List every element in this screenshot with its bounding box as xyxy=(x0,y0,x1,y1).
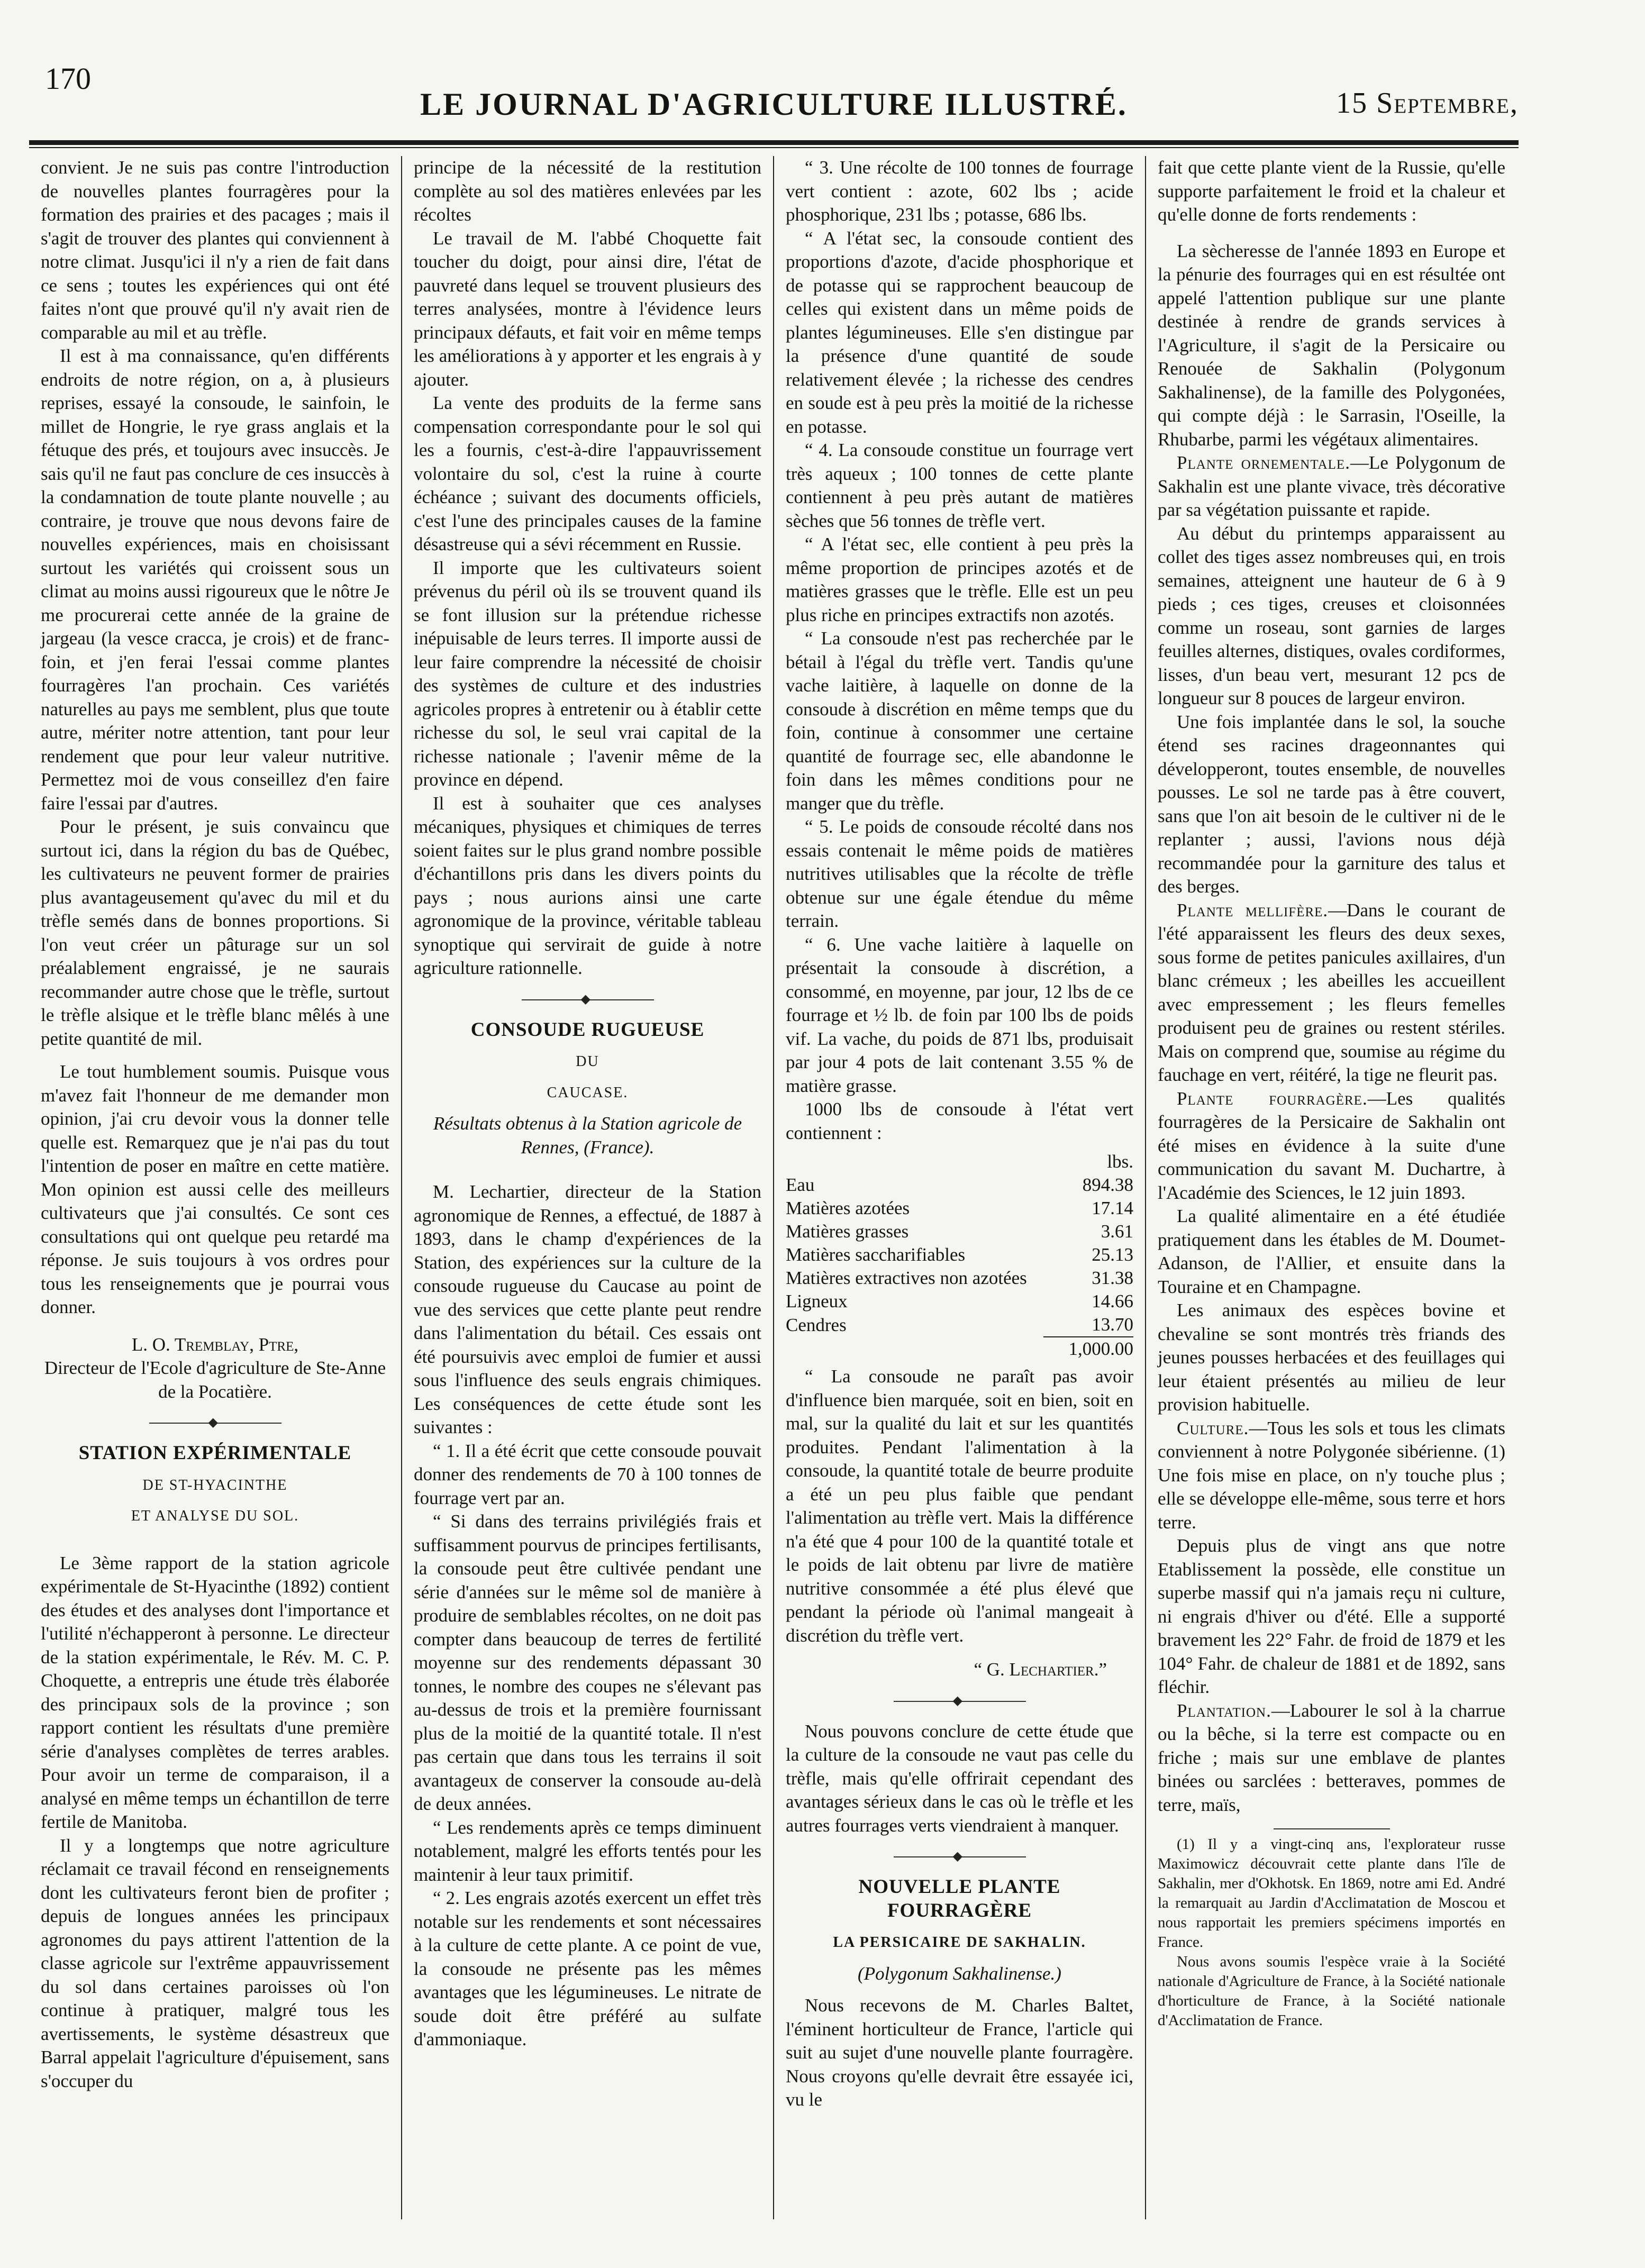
section-subtitle: DE ST-HYACINTHE xyxy=(142,1477,288,1493)
paragraph: La qualité alimentaire en a été étudiée pratiquement dans les étables de M. Doumet-Adanson, de l'Allier, et ensuite dans la Touraine et en Champagne. xyxy=(1158,1206,1505,1297)
table-cell-value: 3.61 xyxy=(1101,1221,1133,1242)
paragraph: Une fois implantée dans le sol, la souche étend ses racines drageonnantes qui développeront, toutes ensemble, de nouvelles pousses. Le sol ne tarde pas à être couvert, sans que l'on ait besoin de le cultiver ni de le replanter ; aussi, l'avions nous déjà recommandée pour la garniture des talus et des berges. xyxy=(1158,711,1505,897)
table-cell-label: Matières grasses xyxy=(786,1221,909,1242)
paragraph xyxy=(1158,899,1505,1087)
section-separator xyxy=(894,1856,1026,1857)
text-columns xyxy=(29,156,1519,2219)
page-number: 170 xyxy=(45,61,91,96)
table-unit: lbs. xyxy=(1107,1151,1133,1172)
table-cell-value: 894.38 xyxy=(1082,1174,1133,1195)
paragraph: convient. Je ne suis pas contre l'introduction de nouvelles plantes fourragères pour la formation des prairies et des pacages ; mais il s'agit de trouver des plantes qui conviennent à notre climat. Jusqu'ici il n'y a rien de fait dans ce sens ; toutes les expériences qui ont été faites n'ont que prouvé qu'il n'y avait rien de comparable au mil et au trèfle. xyxy=(41,157,389,343)
table-cell-value: 13.70 xyxy=(1092,1314,1133,1335)
paragraph: Au début du printemps apparaissent au collet des tiges assez nombreuses qui, en trois semaines, atteignent une hauteur de 6 à 9 pieds ; ces tiges, creuses et cloisonnées comme un roseau, sont garnies de larges feuilles alternes, distiques, ovales cordiformes, lisses, d'un beau vert, mesurant 12 pcs de longueur sur 8 pouces de largeur environ. xyxy=(1158,523,1505,708)
column-4 xyxy=(1145,156,1517,2219)
table-cell-value: 14.66 xyxy=(1092,1291,1133,1311)
table-header-row xyxy=(786,1150,1133,1173)
paragraph-label: Plante mellifère. xyxy=(1177,899,1329,921)
paragraph-label: Culture. xyxy=(1177,1417,1249,1438)
paragraph-label: Plante fourragère. xyxy=(1177,1088,1368,1109)
table-row xyxy=(786,1267,1133,1290)
paragraph-label: Plante ornementale. xyxy=(1177,452,1350,473)
table-row xyxy=(786,1290,1133,1313)
table-row xyxy=(786,1220,1133,1243)
paragraph: La sècheresse de l'année 1893 en Europe et la pénurie des fourrages qui en est résultée ont appelé l'attention publique sur une plante destinée à rendre de grands services à l'Agriculture, il s'agit de la Persicaire ou Renouée de Sakhalin (Polygonum Sakhalinense), de la famille des Polygonées, qui compte déjà : le Sarrasin, l'Oseille, la Rhubarbe, parmi les végétaux alimentaires. xyxy=(1158,240,1505,450)
paragraph: Il importe que les cultivateurs soient prévenus du péril où ils se trouvent quand ils se font illusion sur la prétendue richesse inépuisable de leurs terres. Il importe aussi de leur faire comprendre la nécessité de choisir des systèmes de culture et des industries agricoles propres à entretenir ou à établir cette richesse du sol, le seul vrai capital de la richesse nationale ; l'avenir même de la province en dépend. xyxy=(414,557,761,790)
journal-title: LE JOURNAL D'AGRICULTURE ILLUSTRÉ. xyxy=(420,87,1128,122)
paragraph: Depuis plus de vingt ans que notre Etablissement la possède, elle constitue un superbe massif qui n'a jamais reçu ni culture, ni engrais d'hiver ou d'été. Elle a supporté bravement les 22° Fahr. de froid de 1879 et les 104° Fahr. de chaleur de 1881 et de 1892, sans fléchir. xyxy=(1158,1535,1505,1697)
paragraph: “ A l'état sec, elle contient à peu près la même proportion de principes azotés et de matières grasses que le trèfle. Elle est un peu plus riche en principes extractifs non azotés. xyxy=(786,534,1133,625)
section-subtitle: ET ANALYSE DU SOL. xyxy=(131,1508,299,1524)
table-row xyxy=(786,1243,1133,1267)
paragraph: La vente des produits de la ferme sans compensation correspondante pour le sol qui les a fournis, c'est-à-dire l'appauvrissement volontaire du sol, c'est la ruine à courte échéance ; suivant des documents officiels, c'est l'une des principales causes de la famine désastreuse qui a sévi récemment en Russie. xyxy=(414,393,761,554)
paragraph: fait que cette plante vient de la Russie, qu'elle supporte parfaitement le froid et la chaleur et qu'elle donne de forts rendements : xyxy=(1158,157,1505,225)
section-subtitle: CAUCASE. xyxy=(547,1084,629,1101)
section-separator xyxy=(894,1701,1026,1702)
paragraph-text: —Le Polygonum de Sakhalin est une plante vivace, très décorative par sa végétation puissante et rapide. xyxy=(1158,452,1505,520)
paragraph xyxy=(1158,451,1505,522)
column-2 xyxy=(401,156,773,2219)
paragraph: principe de la nécessité de la restitution complète au sol des matières enlevées par les récoltes xyxy=(414,157,761,225)
section-subtitle: DU xyxy=(576,1053,599,1070)
composition-table xyxy=(786,1150,1133,1361)
paragraph: Il est à souhaiter que ces analyses mécaniques, physiques et chimiques de terres soient faites sur le plus grand nombre possible d'échantillons pris dans les divers points du pays ; nous aurions ainsi une carte agronomique de la province, véritable tableau synoptique qui servirait de guide à notre agriculture rationnelle. xyxy=(414,793,761,978)
paragraph: “ La consoude ne paraît pas avoir d'influence bien marquée, soit en bien, soit en mal, sur la qualité du lait et sur les quantités produites. Pendant l'alimentation à la consoude, la quantité totale de beurre produite a été un peu plus faible que pendant l'alimentation au trèfle vert. Mais la différence n'a été que 4 pour 100 de la quantité totale et le poids de lait obtenu par livre de matière nutritive consommée a été plus élevé que pendant la période où l'animal mangeait à discrétion du trèfle vert. xyxy=(786,1366,1133,1646)
table-total: 1,000.00 xyxy=(1043,1337,1133,1361)
table-row xyxy=(786,1313,1133,1337)
section-subtitle: LA PERSICAIRE DE SAKHALIN. xyxy=(833,1934,1086,1951)
paragraph: “ 2. Les engrais azotés exercent un effet très notable sur les rendements et sont nécessaires à la culture de cette plante. A ce point de vue, la consoude ne présente pas les mêmes avantages que les légumineuses. Le nitrate de soude doit être préféré au sulfate d'ammoniaque. xyxy=(414,1888,761,2050)
table-cell-value: 17.14 xyxy=(1092,1198,1133,1218)
table-cell-label: Matières saccharifiables xyxy=(786,1244,966,1265)
section-italic-subtitle: (Polygonum Sakhalinense.) xyxy=(858,1963,1061,1984)
article-signature: “ G. Lechartier.” xyxy=(974,1659,1107,1680)
paragraph: “ 4. La consoude constitue un fourrage vert très aqueux ; 100 tonnes de cette plante contiennent à peu près autant de matières sèches que 56 tonnes de trèfle vert. xyxy=(786,440,1133,531)
newspaper-page xyxy=(29,50,1519,2230)
paragraph: Nous pouvons conclure de cette étude que la culture de la consoude ne vaut pas celle du trèfle, mais qu'elle offrirait cependant des avantages sérieux dans le cas où le trèfle et les autres fourrages verts viendraient à manquer. xyxy=(786,1720,1133,1836)
section-title: NOUVELLE PLANTE FOURRAGÈRE xyxy=(858,1876,1061,1921)
section-title: CONSOUDE RUGUEUSE xyxy=(470,1018,705,1041)
paragraph: Les animaux des espèces bovine et chevaline se sont montrés très friands des jeunes pousses herbacées et des feuillages qui leur étaient présentés au milieu de leur provision habituelle. xyxy=(1158,1300,1505,1415)
paragraph: Pour le présent, je suis convaincu que surtout ici, dans la région du bas de Québec, les cultivateurs ne peuvent former de prairies plus avantageusement qu'avec du mil et du trèfle semés dans de bonnes proportions. Si l'on veut créer un pâturage sur un sol préalablement engraissé, je ne saurais recommander autre chose que le trèfle, surtout le trèfle alsique et le trèfle blanc mêlés à une petite quantité de mil. xyxy=(41,816,389,1049)
paragraph: Il est à ma connaissance, qu'en différents endroits de notre région, on a, à plusieurs reprises, essayé la consoude, le sainfoin, le millet de Hongrie, le rye grass anglais et la fétuque des prés, et toujours avec insuccès. Je sais qu'il ne faut pas conclure de ces insuccès à la condamnation de toute plante nouvelle ; au contraire, je trouve que nous devons faire de nouvelles expériences, mais en choisissant surtout les variétés qui croissent sous un climat au moins aussi rigoureux que le nôtre Je me procurerai cette année de la graine de jargeau (la vesce cracca, je crois) et de franc-foin, et j'en ferai l'essai comme plantes fourragères l'an prochain. Ces variétés naturelles au pays me semblent, plus que toute autre, mériter notre attention, tant pour leur rendement que pour leur valeur nutritive. Permettez moi de vous conseillez d'en faire faire l'essai par d'autres. xyxy=(41,345,390,814)
paragraph-label: Plantation. xyxy=(1177,1700,1271,1721)
table-row xyxy=(786,1197,1133,1220)
paragraph-text: —Les qualités fourragères de la Persicaire de Sakhalin ont été mises en évidence à la suite d'une communication du savant M. Duchartre, à l'Académie des Sciences, le 12 juin 1893. xyxy=(1158,1088,1505,1203)
paragraph: 1000 lbs de consoude à l'état vert contiennent : xyxy=(786,1099,1133,1143)
paragraph: “ 1. Il a été écrit que cette consoude pouvait donner des rendements de 70 à 100 tonnes de fourrage vert par an. xyxy=(414,1440,761,1508)
table-cell-label: Eau xyxy=(786,1174,815,1195)
table-cell-value: 31.38 xyxy=(1092,1268,1133,1288)
column-3 xyxy=(773,156,1145,2219)
table-cell-label: Matières azotées xyxy=(786,1198,910,1218)
header-rule xyxy=(29,140,1519,145)
table-cell-label: Cendres xyxy=(786,1314,847,1335)
section-title: STATION EXPÉRIMENTALE xyxy=(78,1442,352,1464)
paragraph xyxy=(1158,1417,1505,1535)
paragraph: “ Si dans des terrains privilégiés frais et suffisamment pourvus de principes fertilisants, la consoude peut être cultivée pendant une série d'années sur le même sol de manière à produire de semblables récoltes, on ne doit pas compter dans beaucoup de terres de fertilité moyenne sur des rendements dépassant 30 tonnes, le nombre des coupes ne s'élevant pas au-dessus de trois et la première fournissant plus de la moitié de la quantité totale. Il n'est pas certain que dans tous les terrains il soit avantageux de conserver la consoude au-delà de deux années. xyxy=(414,1511,761,1814)
table-total-row xyxy=(786,1337,1133,1361)
paragraph: Le 3ème rapport de la station agricole expérimentale de St-Hyacinthe (1892) contient des études et des analyses dont l'importance et l'utilité n'échapperont à personne. Le directeur de la station expérimentale, le Rév. M. C. P. Choquette, a entrepris une étude très élaborée des principaux sols de la province ; son rapport contient les résultats d'une première série d'analyses complètes de terres arables. Pour avoir un terme de comparaison, il a analysé en même temps un échantillon de terre fertile de Manitoba. xyxy=(41,1552,389,1832)
signature-name: L. O. Tremblay, Ptre, xyxy=(131,1334,299,1355)
paragraph xyxy=(1158,1087,1505,1205)
table-row xyxy=(786,1173,1133,1197)
paragraph: “ Les rendements après ce temps diminuent notablement, malgré les efforts tentés pour les maintenir à leur taux primitif. xyxy=(414,1817,761,1885)
table-cell-value: 25.13 xyxy=(1092,1244,1133,1265)
footnote: (1) Il y a vingt-cinq ans, l'explorateur russe Maximowicz découvrait cette plante dans l'île de Sakhalin, mer d'Okhotsk. En 1869, notre ami Ed. André la remarquait au Jardin d'Acclimatation de Moscou et nous rapportait les premiers spécimens importés en France. xyxy=(1158,1836,1505,1951)
section-separator xyxy=(522,999,654,1000)
signature-title: Directeur de l'Ecole d'agriculture de Ste-Anne de la Pocatière. xyxy=(44,1358,386,1402)
paragraph-text: —Tous les sols et tous les climats conviennent à notre Polygonée sibérienne. (1) Une fois mise en place, on n'y touche plus ; elle se développe elle-même, sous terre et hors terre. xyxy=(1158,1417,1505,1533)
paragraph xyxy=(1158,1699,1505,1817)
table-cell-label: Ligneux xyxy=(786,1291,848,1311)
footnote: Nous avons soumis l'espèce vraie à la Société nationale d'Agriculture de France, à la Société nationale d'horticulture de France, à la Société nationale d'Acclimatation de France. xyxy=(1158,1953,1505,2029)
paragraph: Il y a longtemps que notre agriculture réclamait ce travail fécond en renseignements dont les cultivateurs feront bien de profiter ; depuis de longues années les principaux agronomes du pays attirent l'attention de la classe agricole sur l'extrême appauvrissement du sol dans certaines paroisses où l'on continue à pratiquer, malgré tous les avertissements, le système désastreux que Barral appelait l'agriculture d'épuisement, sans s'occuper du xyxy=(41,1835,389,2091)
paragraph: Le travail de M. l'abbé Choquette fait toucher du doigt, pour ainsi dire, l'état de pauvreté dans lequel se trouvent plusieurs des terres analysées, montre à l'évidence leurs principaux défauts, et fait voir en même temps les améliorations à y apporter et les engrais à y ajouter. xyxy=(414,227,761,390)
paragraph: Le tout humblement soumis. Puisque vous m'avez fait l'honneur de me demander mon opinion, j'ai cru devoir vous la donner telle quelle est. Remarquez que je n'ai pas du tout l'intention de poser en maître en cette matière. Mon opinion est aussi celle des meilleurs cultivateurs que j'ai consultés. Ce sont ces consultations qui ont quelque peu retardé ma réponse. Je suis toujours à vos ordres pour tous les renseignements que je pourrai vous donner. xyxy=(41,1061,389,1317)
paragraph-text: —Labourer le sol à la charrue ou la bêche, si la terre est compacte ou en friche ; mais sur une emblave de plantes binées ou sarclées : betteraves, pommes de terre, maïs, xyxy=(1158,1700,1505,1815)
paragraph: M. Lechartier, directeur de la Station agronomique de Rennes, a effectué, de 1887 à 1893, dans le champ d'expériences de la Station, des expériences sur la culture de la consoude rugueuse du Caucase au point de vue des services que cette plante peut rendre dans l'alimentation du bétail. Ces essais ont été poursuivis avec emploi de fumier et aussi sous l'influence des seuls engrais chimiques. Les conséquences de cette étude sont les suivantes : xyxy=(414,1181,761,1437)
footnote-separator xyxy=(1274,1828,1390,1829)
page-header xyxy=(29,50,1519,122)
section-italic-subtitle: Résultats obtenus à la Station agricole de Rennes, (France). xyxy=(433,1113,742,1158)
issue-date: 15 Septembre, xyxy=(1336,87,1519,120)
section-separator xyxy=(149,1423,281,1424)
paragraph: “ 6. Une vache laitière à laquelle on présentait la consoude à discrétion, a consommé, en moyenne, par jour, 12 lbs de ce fourrage et ½ lb. de foin par 100 lbs de poids vif. La vache, du poids de 871 lbs, produisait par jour 4 pots de lait contenant 3.55 % de matière grasse. xyxy=(786,934,1133,1096)
column-1 xyxy=(29,156,401,2219)
paragraph: “ A l'état sec, la consoude contient des proportions d'azote, d'acide phosphorique et de potasse qui se rapprochent beaucoup de celles qui existent dans un même poids de plantes légumineuses. Elle s'en distingue par la présence d'une quantité de soude relativement élevée ; la richesse des cendres en soude est à peu près la moitié de la richesse en potasse. xyxy=(786,227,1133,437)
paragraph: “ La consoude n'est pas recherchée par le bétail à l'égal du trèfle vert. Tandis qu'une vache laitière, à laquelle on donne de la consoude à discrétion en même temps que du foin, continue à consommer une certaine quantité de fourrage sec, elle abandonne le foin dans les mêmes conditions pour ne manger que du trèfle. xyxy=(786,628,1133,814)
paragraph: Nous recevons de M. Charles Baltet, l'éminent horticulteur de France, l'article qui suit au sujet d'une nouvelle plante fourragère. Nous croyons qu'elle devrait être essayée ici, vu le xyxy=(786,1995,1133,2110)
paragraph: “ 3. Une récolte de 100 tonnes de fourrage vert contient : azote, 602 lbs ; acide phosphorique, 231 lbs ; potasse, 686 lbs. xyxy=(786,157,1133,225)
header-rule-thin xyxy=(29,147,1519,148)
paragraph-text: —Dans le courant de l'été apparaissent les fleurs des deux sexes, sous forme de petites panicules axillaires, d'un blanc crémeux ; les abeilles les accueillent avec empressement ; les fleurs femelles produisent peu de graines ou restent stériles. Mais on comprend que, soumise au régime du fauchage en vert, réitéré, la tige ne fleurit pas. xyxy=(1158,899,1505,1085)
table-cell-label: Matières extractives non azotées xyxy=(786,1268,1027,1288)
paragraph: “ 5. Le poids de consoude récolté dans nos essais contenait le même poids de matières nutritives utilisables que la récolte de trèfle obtenue sur une égale étendue du même terrain. xyxy=(786,816,1133,931)
